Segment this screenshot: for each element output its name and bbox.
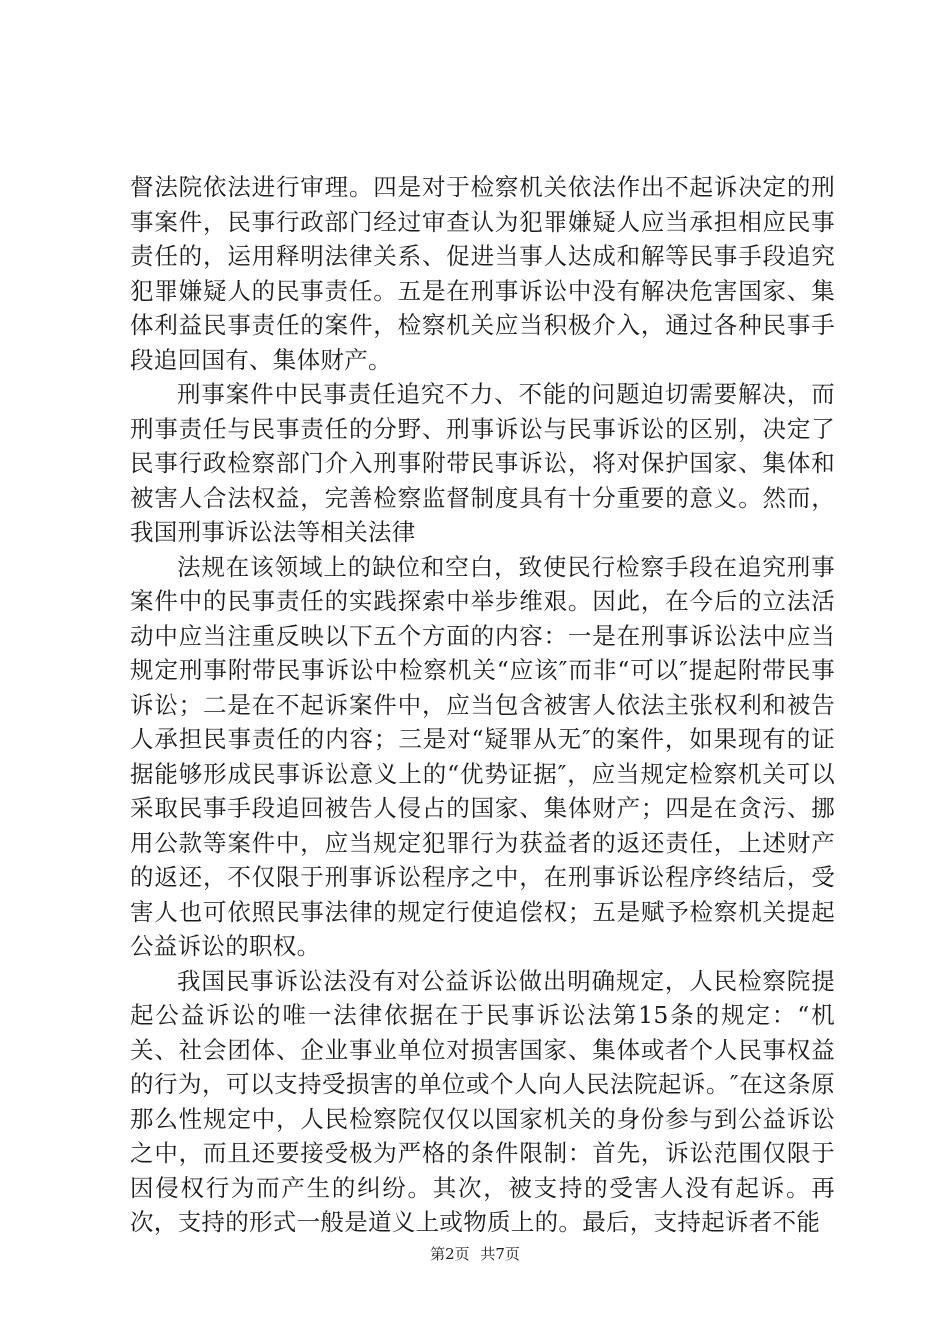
page-footer bbox=[0, 1244, 950, 1264]
paragraph-3: 法规在该领域上的缺位和空白，致使民行检察手段在追究刑事案件中的民事责任的实践探索中举步维艰。因此，在今后的立法活动中应当注重反映以下五个方面的内容：一是在刑事诉讼法中应当规定刑事附带民事诉讼中检察机关“应该″而非“可以″提起附带民事诉讼；二是在不起诉案件中，应当包含被害人依法主张权利和被告人承担民事责任的内容；三是对“疑罪从无″的案件，如果现有的证据能够形成民事诉讼意义上的“优势证据″，应当规定检察机关可以采取民事手段追回被告人侵占的国家、集体财产；四是在贪污、挪用公款等案件中，应当规定犯罪行为获益者的返还责任，上述财产的返还，不仅限于刑事诉讼程序之中，在刑事诉讼程序终结后，受害人也可依照民事法律的规定行使追偿权；五是赋予检察机关提起公益诉讼的职权。 bbox=[130, 552, 835, 960]
paragraph-1: 督法院依法进行审理。四是对于检察机关依法作出不起诉决定的刑事案件，民事行政部门经过审查认为犯罪嫌疑人应当承担相应民事责任的，运用释明法律关系、促进当事人达成和解等民事手段追究犯罪嫌疑人的民事责任。五是在刑事诉讼中没有解决危害国家、集体利益民事责任的案件，检察机关应当积极介入，通过各种民事手段追回国有、集体财产。 bbox=[130, 173, 835, 374]
paragraph-4: 我国民事诉讼法没有对公益诉讼做出明确规定，人民检察院提起公益诉讼的唯一法律依据在于民事诉讼法第15条的规定：“机关、社会团体、企业事业单位对损害国家、集体或者个人民事权益的行为，可以支持受损害的单位或个人向人民法院起诉。″在这条原那么性规定中，人民检察院仅仅以国家机关的身份参与到公益诉讼之中，而且还要接受极为严格的条件限制：首先，诉讼范围仅限于因侵权行为而产生的纠纷。其次，被支持的受害人没有起诉。再次，支持的形式一般是道义上或物质上的。最后，支持起诉者不能 bbox=[130, 966, 835, 1236]
page-total: 共7页 bbox=[480, 1245, 520, 1263]
paragraph-2: 刑事案件中民事责任追究不力、不能的问题迫切需要解决，而刑事责任与民事责任的分野、刑事诉讼与民事诉讼的区别，决定了民事行政检察部门介入刑事附带民事诉讼，将对保护国家、集体和被害人合法权益，完善检察监督制度具有十分重要的意义。然而，我国刑事诉讼法等相关法律 bbox=[130, 380, 835, 546]
document-body bbox=[130, 170, 835, 1240]
page-number: 第2页 bbox=[430, 1245, 470, 1263]
